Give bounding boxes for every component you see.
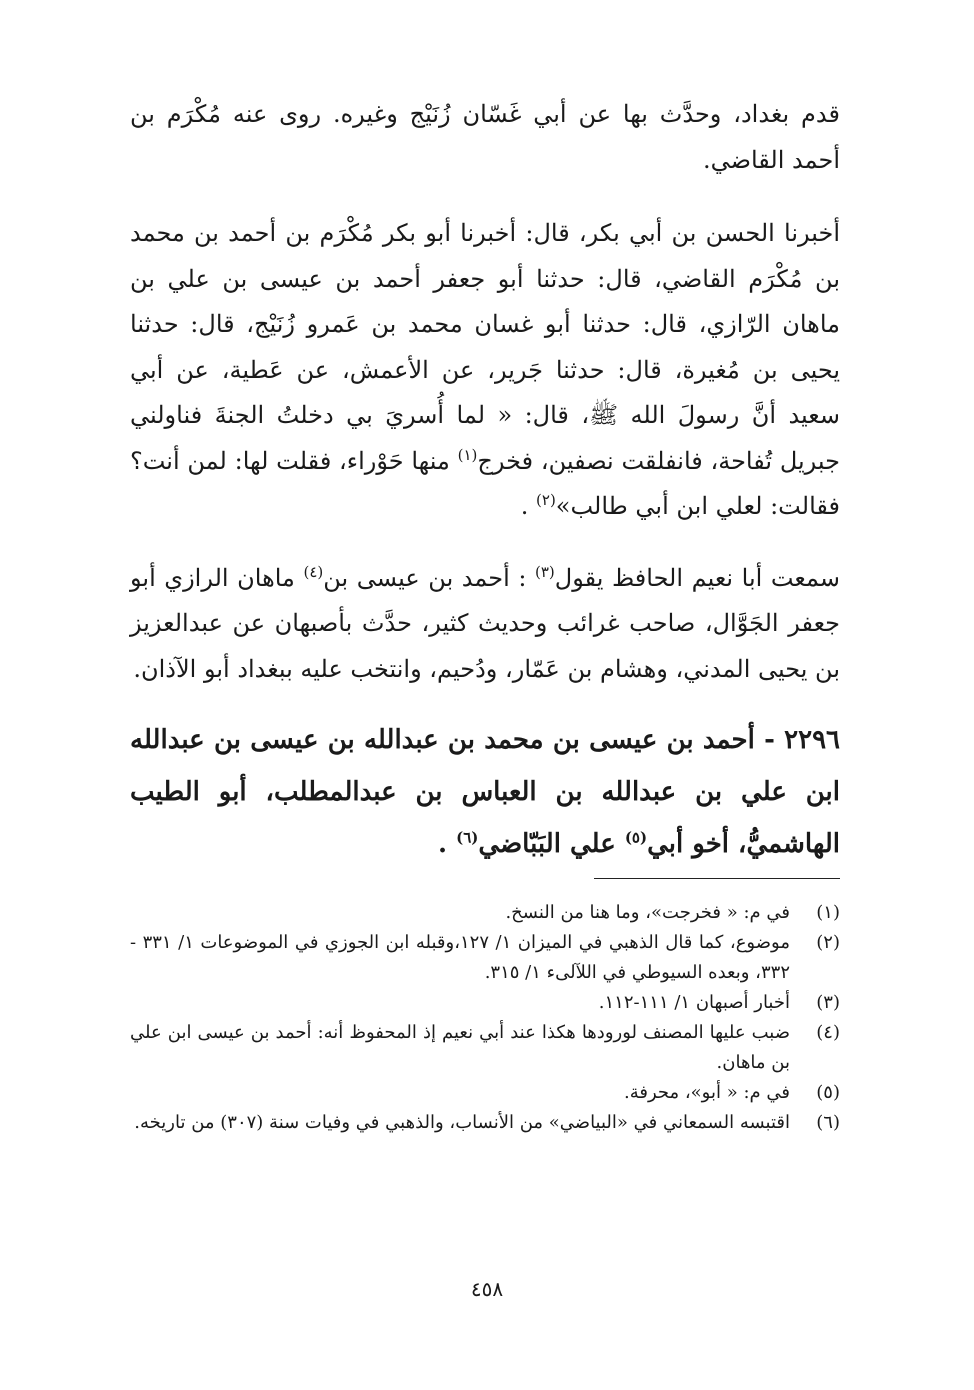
footnote-ref-4: (٤) bbox=[303, 562, 324, 581]
footnote-number: (٢) bbox=[816, 932, 840, 953]
paragraph-abu-nuaym: سمعت أبا نعيم الحافظ يقول$^{(٣)}$ : أحمد بن عيسى بن$^{(٤)}$ ماهان الرازي أبو جعفر الجَوَّال، صاحب غرائب وحديث كثير، حدَّث بأصبهان عن عبدالعزيز بن يحيى المدني، وهشام بن عَمّار، ودُحيم، وانتخب عليه ببغداد أبو الآذان. bbox=[130, 562, 840, 683]
footnote-item bbox=[130, 1078, 840, 1108]
footnote-ref-3: (٣) bbox=[535, 562, 555, 581]
paragraph-intro: قدم بغداد، وحدَّث بها عن أبي غَسّان زُنَيْج وغيره. روى عنه مُكْرَم بن أحمد القاضي. bbox=[130, 100, 840, 174]
footnote-separator bbox=[594, 878, 840, 879]
footnote-text: موضوع، كما قال الذهبي في الميزان ١/ ١٢٧،وقبله ابن الجوزي في الموضوعات ١/ ٣٣١ - ٣٣٢، وبعده السيوطي في اللآلىء ١/ ٣١٥. bbox=[130, 932, 790, 983]
footnote-text: في م: « أبو»، محرفة. bbox=[623, 1082, 790, 1103]
footnote-ref-1: (١) bbox=[457, 445, 478, 464]
entry-heading: ٢٢٩٦ - أحمد بن عيسى بن محمد بن عبدالله بن عيسى بن عبدالله ابن علي بن عبدالله بن العباس بن عبدالمطلب، أبو الطيب الهاشميُّ، أخو أبي$^{(٥)}$ علي البَبّاضي$^{(٦)}$ . bbox=[130, 725, 840, 859]
footnote-item bbox=[130, 1108, 840, 1138]
footnote-number: (٣) bbox=[816, 992, 840, 1013]
footnote-item bbox=[130, 988, 840, 1018]
footnote-text: أخبار أصبهان ١/ ١١١-١١٢. bbox=[598, 992, 790, 1013]
footnote-ref-5: (٥) bbox=[624, 828, 648, 847]
footnote-ref-6: (٦) bbox=[456, 828, 479, 847]
footnote-number: (١) bbox=[816, 902, 840, 923]
footnote-ref-2: (٢) bbox=[536, 491, 556, 509]
footnotes bbox=[130, 898, 840, 1138]
footnote-item bbox=[130, 928, 840, 988]
footnote-number: (٥) bbox=[816, 1082, 840, 1103]
footnote-item bbox=[130, 898, 840, 928]
main-text bbox=[130, 92, 840, 870]
footnote-item bbox=[130, 1018, 840, 1078]
footnote-number: (٦) bbox=[816, 1112, 840, 1133]
page-number: ٤٥٨ bbox=[470, 1277, 504, 1301]
footnote-number: (٤) bbox=[816, 1022, 840, 1043]
paragraph-isnad: أخبرنا الحسن بن أبي بكر، قال: أخبرنا أبو بكر مُكْرَم بن أحمد بن محمد بن مُكْرَم القاضي، قال: حدثنا أبو جعفر أحمد بن عيسى بن علي بن ماهان الرّازي، قال: حدثنا أبو غسان محمد بن عَمرو زُنَيْج، قال: حدثنا يحيى بن مُغيرة، قال: حدثنا جَرير، عن الأعمش، عن عَطية، عن أبي سعيد أنَّ رسولَ الله ﷺ، قال: « لما أُسريَ بي دخلتُ الجنةَ فناولني جبريل تُفاحة، فانفلقت نصفين، فخرج$^{(١)}$ منها حَوْراء، فقلت لها: لمن أنت؟ فقالت: لعلي ابن أبي طالب»$^{(٢)}$ . bbox=[130, 219, 841, 520]
footnote-text: ضبب عليها المصنف لورودها هكذا عند أبي نعيم إذ المحفوظ أنه: أحمد بن عيسى ابن علي بن ماهان. bbox=[130, 1022, 790, 1073]
footnote-text: في م: « فخرجت»، وما هنا من النسخ. bbox=[505, 902, 790, 923]
footnote-text: اقتبسه السمعاني في «البياضي» من الأنساب، والذهبي في وفيات سنة (٣٠٧) من تاريخه. bbox=[134, 1112, 790, 1133]
